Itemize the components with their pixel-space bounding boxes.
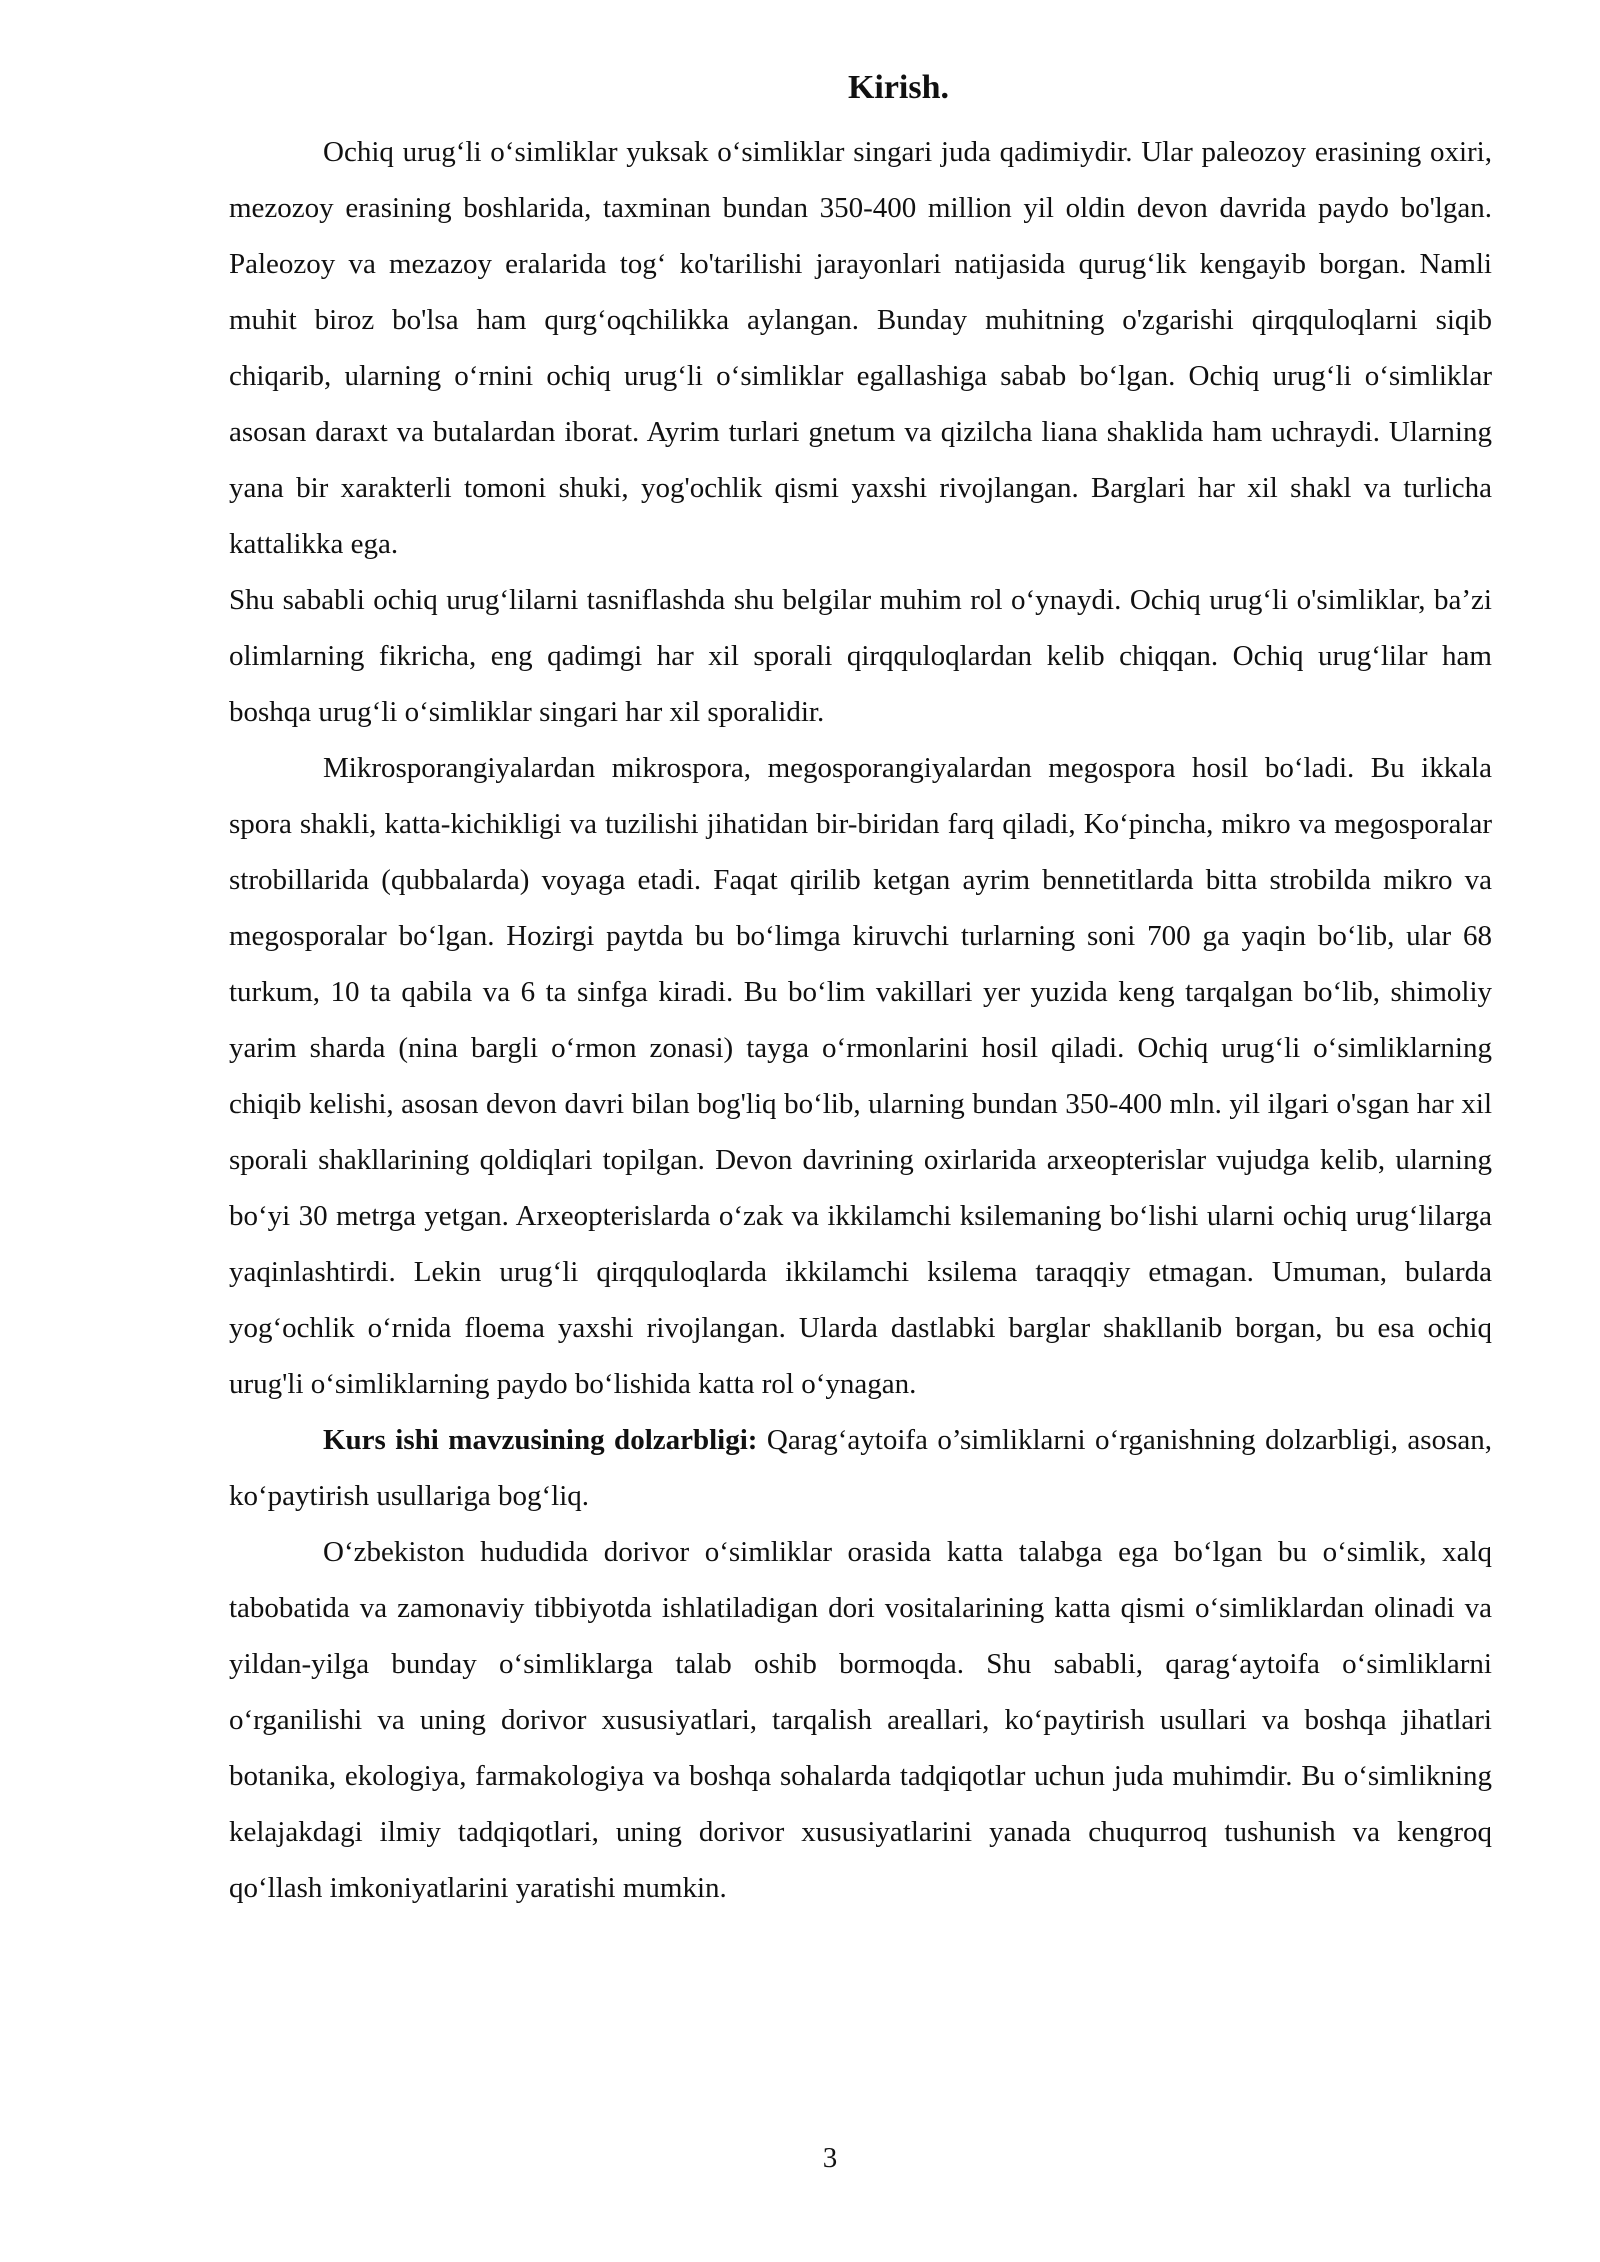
page-number: 3	[822, 2142, 838, 2174]
spores-paragraph: Mikrosporangiyalardan mikrospora, megosporangiyalardan megospora hosil bo‘ladi. Bu ikkala spora shakli, katta-kichikligi va tuzilishi jihatidan bir-biridan farq qiladi, Ko‘pincha, mikro va megosporalar strobillarida (qubbalarda) voyaga etadi. Faqat qirilib ketgan ayrim bennetitlarda bitta strobilda mikro va megosporalar bo‘lgan. Hozirgi paytda bu bo‘limga kiruvchi turlarning soni 700 ga yaqin bo‘lib, ular 68 turkum, 10 ta qabila va 6 ta sinfga kiradi. Bu bo‘lim vakillari yer yuzida keng tarqalgan bo‘lib, shimoliy yarim sharda (nina bargli o‘rmon zonasi) tayga o‘rmonlarini hosil qiladi. Ochiq urug‘li o‘simliklarning chiqib kelishi, asosan devon davri bilan bog'liq bo‘lib, ularning bundan 350-400 mln. yil ilgari o'sgan har xil sporali shakllarining qoldiqlari topilgan. Devon davrining oxirlarida arxeopterislar vujudga kelib, ularning bo‘yi 30 metrga yetgan. Arxeopterislarda o‘zak va ikkilamchi ksilemaning bo‘lishi ularni ochiq urug‘lilarga yaqinlashtirdi. Lekin urug‘li qirqquloqlarda ikkilamchi ksilema taraqqiy etmagan. Umuman, bularda yog‘ochlik o‘rnida floema yaxshi rivojlangan. Ularda dastlabki barglar shakllanib borgan, bu esa ochiq urug'li o‘simliklarning paydo bo‘lishida katta rol o‘ynagan.	[229, 752, 1492, 1400]
intro-paragraph: Ochiq urug‘li o‘simliklar yuksak o‘simliklar singari juda qadimiydir. Ular paleozoy erasining oxiri, mezozoy erasining boshlarida, taxminan bundan 350-400 million yil oldin devon davrida paydo bo'lgan. Paleozoy va mezazoy eralarida tog‘ ko'tarilishi jarayonlari natijasida qurug‘lik kengayib borgan. Namli muhit biroz bo'lsa ham qurg‘oqchilikka aylangan. Bunday muhitning o'zgarishi qirqquloqlarni siqib chiqarib, ularning o‘rnini ochiq urug‘li o‘simliklar egallashiga sabab bo‘lgan. Ochiq urug‘li o‘simliklar asosan daraxt va butalardan iborat. Ayrim turlari gnetum va qizilcha liana shaklida ham uchraydi. Ularning yana bir xarakterli tomoni shuki, yog'ochlik qismi yaxshi rivojlangan. Barglari har xil shakl va turlicha kattalikka ega.	[229, 136, 1492, 560]
closing-paragraph: O‘zbekiston hududida dorivor o‘simliklar orasida katta talabga ega bo‘lgan bu o‘simlik, xalq tabobatida va zamonaviy tibbiyotda ishlatiladigan dori vositalarining katta qismi o‘simliklardan olinadi va yildan-yilga bunday o‘simliklarga talab oshib bormoqda. Shu sababli, qarag‘aytoifa o‘simliklarni o‘rganilishi va uning dorivor xususiyatlari, tarqalish areallari, ko‘paytirish usullari va boshqa jihatlari botanika, ekologiya, farmakologiya va boshqa sohalarda tadqiqotlar uchun juda muhimdir. Bu o‘simlikning kelajakdagi ilmiy tadqiqotlari, uning dorivor xususiyatlarini yanada chuqurroq tushunish va kengroq qo‘llash imkoniyatlarini yaratishi mumkin.	[229, 1536, 1492, 1904]
page-title: Kirish.	[847, 69, 950, 106]
document-page	[229, 62, 1492, 1916]
relevance-label: Kurs ishi mavzusining dolzarbligi:	[323, 1424, 758, 1456]
classification-paragraph: Shu sababli ochiq urug‘lilarni tasniflashda shu belgilar muhim rol o‘ynaydi. Ochiq urug‘li o'simliklar, ba’zi olimlarning fikricha, eng qadimgi har xil sporali qirqquloqlardan kelib chiqqan. Ochiq urug‘lilar ham boshqa urug‘li o‘simliklar singari har xil sporalidir.	[229, 584, 1492, 728]
relevance-text: Qarag‘aytoifa o’simliklarni o‘rganishning dolzarbligi, asosan, ko‘paytirish usullariga bog‘liq.	[229, 1424, 1492, 1512]
relevance-paragraph	[229, 1412, 1492, 1524]
